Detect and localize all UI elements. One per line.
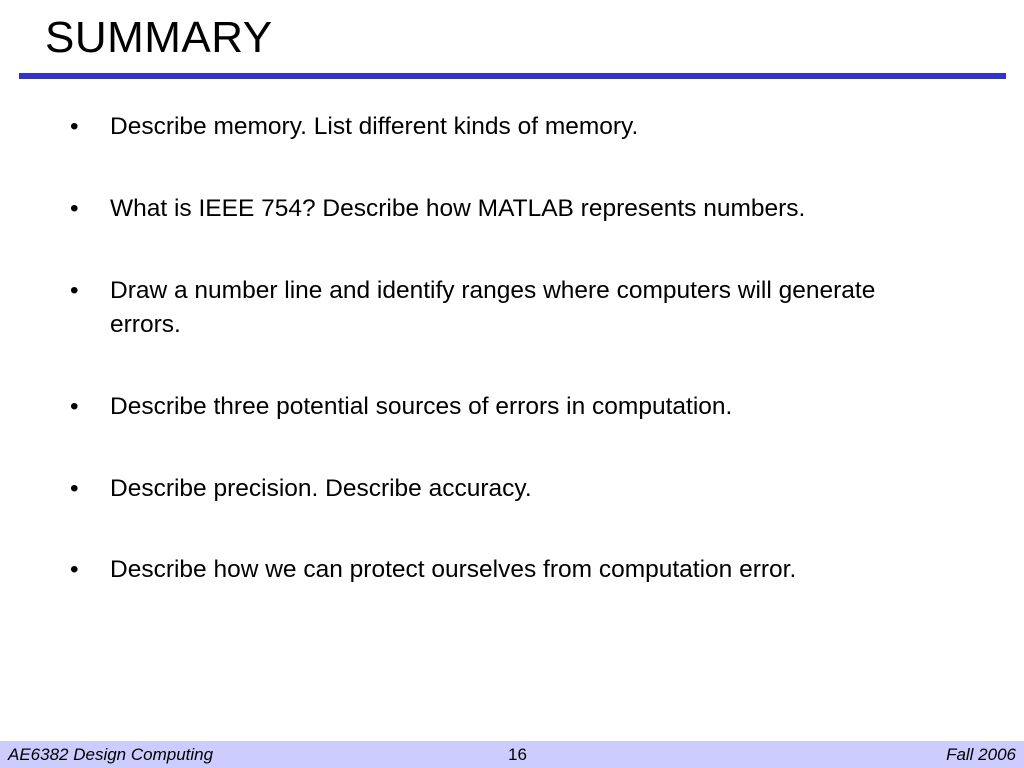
slide-title: SUMMARY: [45, 13, 273, 62]
bullet-icon: •: [70, 113, 79, 140]
title-underline: [19, 73, 1006, 79]
bullet-icon: •: [70, 556, 79, 583]
footer-course: AE6382 Design Computing: [8, 745, 214, 764]
bullet-icon: •: [70, 195, 79, 222]
slide-footer: [0, 741, 1024, 768]
footer-page-number: 16: [508, 745, 527, 764]
bullet-text: What is IEEE 754? Describe how MATLAB represents numbers.: [110, 195, 806, 222]
bullet-text: Describe how we can protect ourselves from computation error.: [110, 556, 797, 583]
footer-term: Fall 2006: [946, 745, 1016, 764]
bullet-icon: •: [70, 277, 79, 304]
bullet-text: Draw a number line and identify ranges where computers will generate errors.: [110, 277, 876, 338]
bullet-text: Describe three potential sources of errors in computation.: [110, 393, 733, 420]
bullet-icon: •: [70, 393, 79, 420]
bullet-icon: •: [70, 475, 79, 502]
bullet-text: Describe precision. Describe accuracy.: [110, 475, 532, 502]
bullet-text: Describe memory. List different kinds of memory.: [110, 113, 639, 140]
